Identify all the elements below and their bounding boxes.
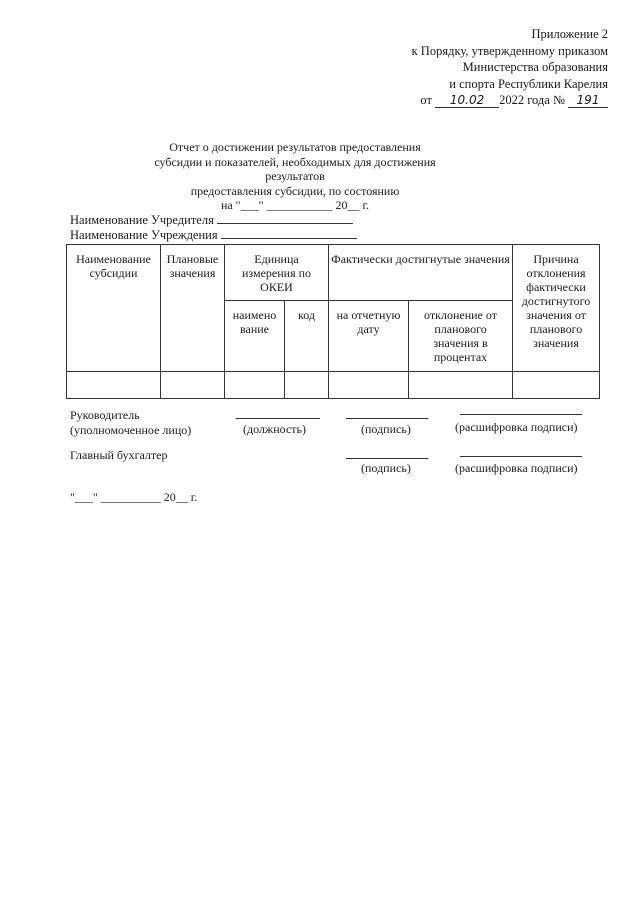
- order-date-line: [412, 92, 608, 109]
- table-cell: [67, 372, 161, 399]
- table-row: [67, 372, 600, 399]
- accountant-signature-caption: (подпись): [361, 461, 411, 475]
- title-line-2: субсидии и показателей, необходимых для достижения результатов: [154, 154, 436, 183]
- table-cell: [161, 372, 225, 399]
- appendix-line-2: к Порядку, утвержденному приказом: [411, 43, 608, 58]
- signature-decoding-line: [460, 414, 582, 415]
- header-unit-name: наимено вание: [225, 301, 285, 372]
- signature-decoding-caption: (расшифровка подписи): [455, 420, 578, 434]
- report-title: [130, 140, 460, 213]
- title-line-3: предоставления субсидии, по состоянию: [190, 183, 400, 198]
- title-line-4: на "___" ___________ 20__ г.: [220, 198, 370, 212]
- header-planned-values: Плановые значения: [161, 245, 225, 372]
- table-cell: [329, 372, 409, 399]
- header-subsidy-name: Наименование субсидии: [67, 245, 161, 372]
- accountant-signature-line: [346, 458, 428, 459]
- table-cell: [225, 372, 285, 399]
- signature-caption: (подпись): [361, 422, 411, 436]
- order-date-value: 10.02: [435, 94, 499, 108]
- founder-label: Наименование Учредителя: [70, 213, 214, 227]
- title-line-1: Отчет о достижении результатов предоставления: [169, 140, 421, 154]
- chief-accountant-label: Главный бухгалтер: [70, 448, 168, 462]
- institution-name-line: [70, 227, 357, 243]
- date-suffix: 2022 года №: [499, 93, 565, 107]
- date-prefix: от: [420, 93, 432, 107]
- header-actual-values: Фактически достигнутые значения: [329, 245, 513, 301]
- appendix-line-3: Министерства образования: [462, 60, 608, 74]
- position-line: [236, 418, 320, 419]
- header-unit-code: код: [285, 301, 329, 372]
- appendix-header: [412, 26, 608, 109]
- table-cell: [513, 372, 600, 399]
- head-label: Руководитель: [70, 408, 140, 422]
- order-number: 191: [568, 94, 608, 108]
- accountant-decoding-caption: (расшифровка подписи): [455, 461, 578, 475]
- appendix-line-1: Приложение 2: [531, 27, 608, 41]
- header-on-report-date: на отчетную дату: [329, 301, 409, 372]
- table-cell: [285, 372, 329, 399]
- table-cell: [409, 372, 513, 399]
- appendix-line-4: и спорта Республики Карелия: [449, 76, 608, 91]
- head-label-authorized: (уполномоченное лицо): [70, 423, 192, 437]
- institution-blank: [221, 227, 357, 239]
- position-caption: (должность): [243, 422, 306, 436]
- accountant-decoding-line: [460, 456, 582, 457]
- founder-name-line: [70, 212, 353, 228]
- report-table: [66, 244, 600, 399]
- institution-label: Наименование Учреждения: [70, 228, 218, 242]
- header-deviation-percent: отклонение от планового значения в процентах: [409, 301, 513, 372]
- header-unit-okei: Единица измерения по ОКЕИ: [225, 245, 329, 301]
- signature-line: [346, 418, 428, 419]
- founder-blank: [217, 212, 353, 224]
- signature-date: "___" __________ 20__ г.: [70, 490, 198, 504]
- header-reason: Причина отклонения фактически достигнутого значения от планового значения: [513, 245, 600, 372]
